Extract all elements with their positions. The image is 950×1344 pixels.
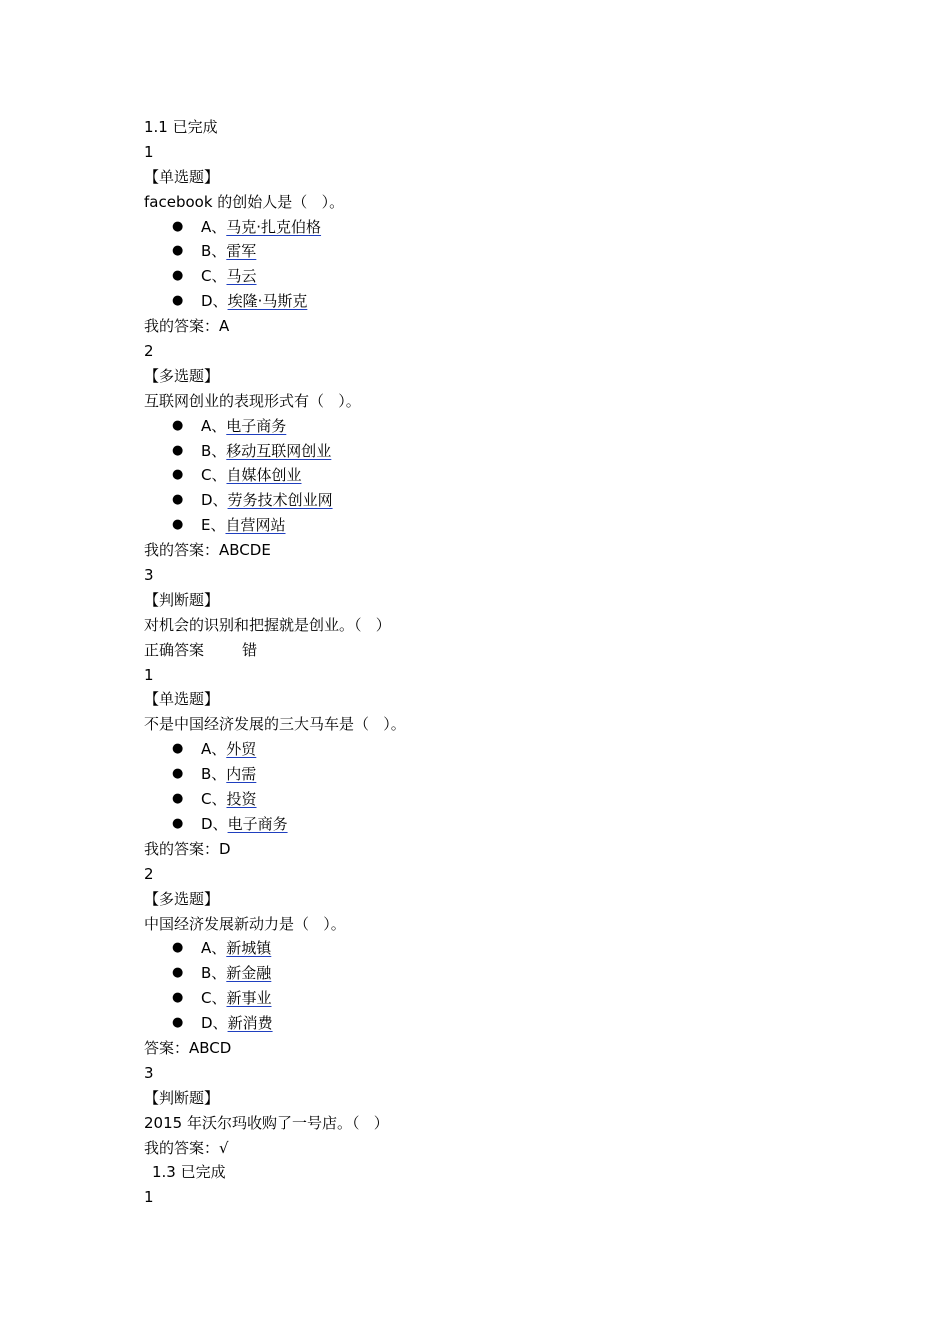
text-line: 【判断题】 (144, 1088, 220, 1107)
option-prefix: C、 (201, 267, 227, 286)
option-prefix: D、 (201, 814, 228, 833)
option-link[interactable]: 电子商务 (227, 814, 288, 833)
bullet-icon: ● (172, 293, 184, 309)
option-prefix: C、 (201, 989, 227, 1008)
text-line: 【单选题】 (144, 690, 220, 709)
option-prefix: C、 (201, 790, 227, 809)
bullet-icon: ● (172, 791, 184, 807)
answer-option (144, 812, 904, 837)
option-prefix: E、 (201, 516, 226, 535)
bullet-icon: ● (172, 766, 184, 782)
text-line: 【多选题】 (144, 366, 220, 385)
bullet-icon: ● (172, 442, 184, 458)
text-line: 2 (144, 342, 154, 361)
bullet-icon: ● (172, 940, 184, 956)
option-prefix: B、 (201, 441, 227, 460)
bullet-icon: ● (172, 268, 184, 284)
text-line: 中国经济发展新动力是（ ）。 (144, 914, 346, 933)
document-body (144, 115, 904, 1210)
text-line: 【单选题】 (144, 167, 220, 186)
text-line: 1.1 已完成 (144, 118, 218, 136)
bullet-icon: ● (172, 492, 184, 508)
text-line: 3 (144, 1063, 154, 1082)
option-link[interactable]: 劳务技术创业网 (227, 491, 333, 510)
option-prefix: A、 (201, 939, 227, 958)
bullet-icon: ● (172, 218, 184, 234)
option-link[interactable]: 新事业 (226, 989, 272, 1008)
answer-option (144, 215, 904, 240)
answer-option (144, 961, 904, 986)
option-prefix: B、 (201, 242, 227, 261)
option-link[interactable]: 新城镇 (226, 939, 272, 958)
option-prefix: A、 (201, 740, 227, 759)
text-line: 我的答案：√ (144, 1138, 229, 1157)
option-prefix: A、 (201, 416, 227, 435)
text-line: 2015 年沃尔玛收购了一号店。（ ） (144, 1113, 389, 1132)
text-line: 我的答案：A (144, 317, 230, 336)
option-prefix: C、 (201, 466, 227, 485)
option-link[interactable]: 外贸 (226, 740, 257, 759)
text-line: 【多选题】 (144, 889, 220, 908)
text-line: 1 (144, 142, 154, 161)
text-line: 对机会的识别和把握就是创业。（ ） (144, 615, 391, 634)
bullet-icon: ● (172, 741, 184, 757)
option-link[interactable]: 内需 (226, 765, 257, 784)
option-prefix: B、 (201, 765, 227, 784)
option-link[interactable]: 马云 (226, 267, 257, 286)
answer-option (144, 463, 904, 488)
text-line: 我的答案：ABCDE (144, 541, 271, 560)
text-line: 1.3 已完成 (152, 1163, 226, 1182)
text-line: 正确答案 错 (144, 640, 258, 659)
answer-option (144, 1011, 904, 1036)
answer-option (144, 787, 904, 812)
text-line: 1 (144, 1188, 154, 1207)
text-line: 答案：ABCD (144, 1038, 232, 1057)
text-line: 不是中国经济发展的三大马车是（ ）。 (144, 715, 406, 734)
option-link[interactable]: 电子商务 (226, 416, 287, 435)
answer-option (144, 289, 904, 314)
option-prefix: D、 (201, 491, 228, 510)
answer-option (144, 414, 904, 439)
text-line: 互联网创业的表现形式有（ ）。 (144, 391, 361, 410)
answer-option (144, 264, 904, 289)
answer-option (144, 439, 904, 464)
option-link[interactable]: 新金融 (226, 964, 272, 983)
option-link[interactable]: 埃隆·马斯克 (227, 292, 308, 311)
answer-option (144, 488, 904, 513)
bullet-icon: ● (172, 1015, 184, 1031)
option-prefix: D、 (201, 1014, 228, 1033)
option-link[interactable]: 移动互联网创业 (226, 441, 332, 460)
bullet-icon: ● (172, 243, 184, 259)
answer-option (144, 986, 904, 1011)
bullet-icon: ● (172, 990, 184, 1006)
text-line: 1 (144, 665, 154, 684)
bullet-icon: ● (172, 467, 184, 483)
text-line: facebook 的创始人是（ ）。 (144, 192, 345, 211)
option-link[interactable]: 马克·扎克伯格 (226, 217, 322, 236)
bullet-icon: ● (172, 417, 184, 433)
option-prefix: D、 (201, 292, 228, 311)
option-prefix: B、 (201, 964, 227, 983)
option-link[interactable]: 自媒体创业 (226, 466, 302, 485)
text-line: 2 (144, 864, 154, 883)
answer-option (144, 239, 904, 264)
option-link[interactable]: 新消费 (227, 1014, 273, 1033)
answer-option (144, 737, 904, 762)
option-link[interactable]: 投资 (226, 790, 257, 809)
text-line: 【判断题】 (144, 590, 220, 609)
text-line: 3 (144, 566, 154, 585)
option-link[interactable]: 自营网站 (225, 516, 286, 535)
bullet-icon: ● (172, 517, 184, 533)
option-link[interactable]: 雷军 (226, 242, 257, 261)
answer-option (144, 762, 904, 787)
bullet-icon: ● (172, 815, 184, 831)
answer-option (144, 936, 904, 961)
option-prefix: A、 (201, 217, 227, 236)
bullet-icon: ● (172, 965, 184, 981)
text-line: 我的答案：D (144, 839, 231, 858)
answer-option (144, 513, 904, 538)
